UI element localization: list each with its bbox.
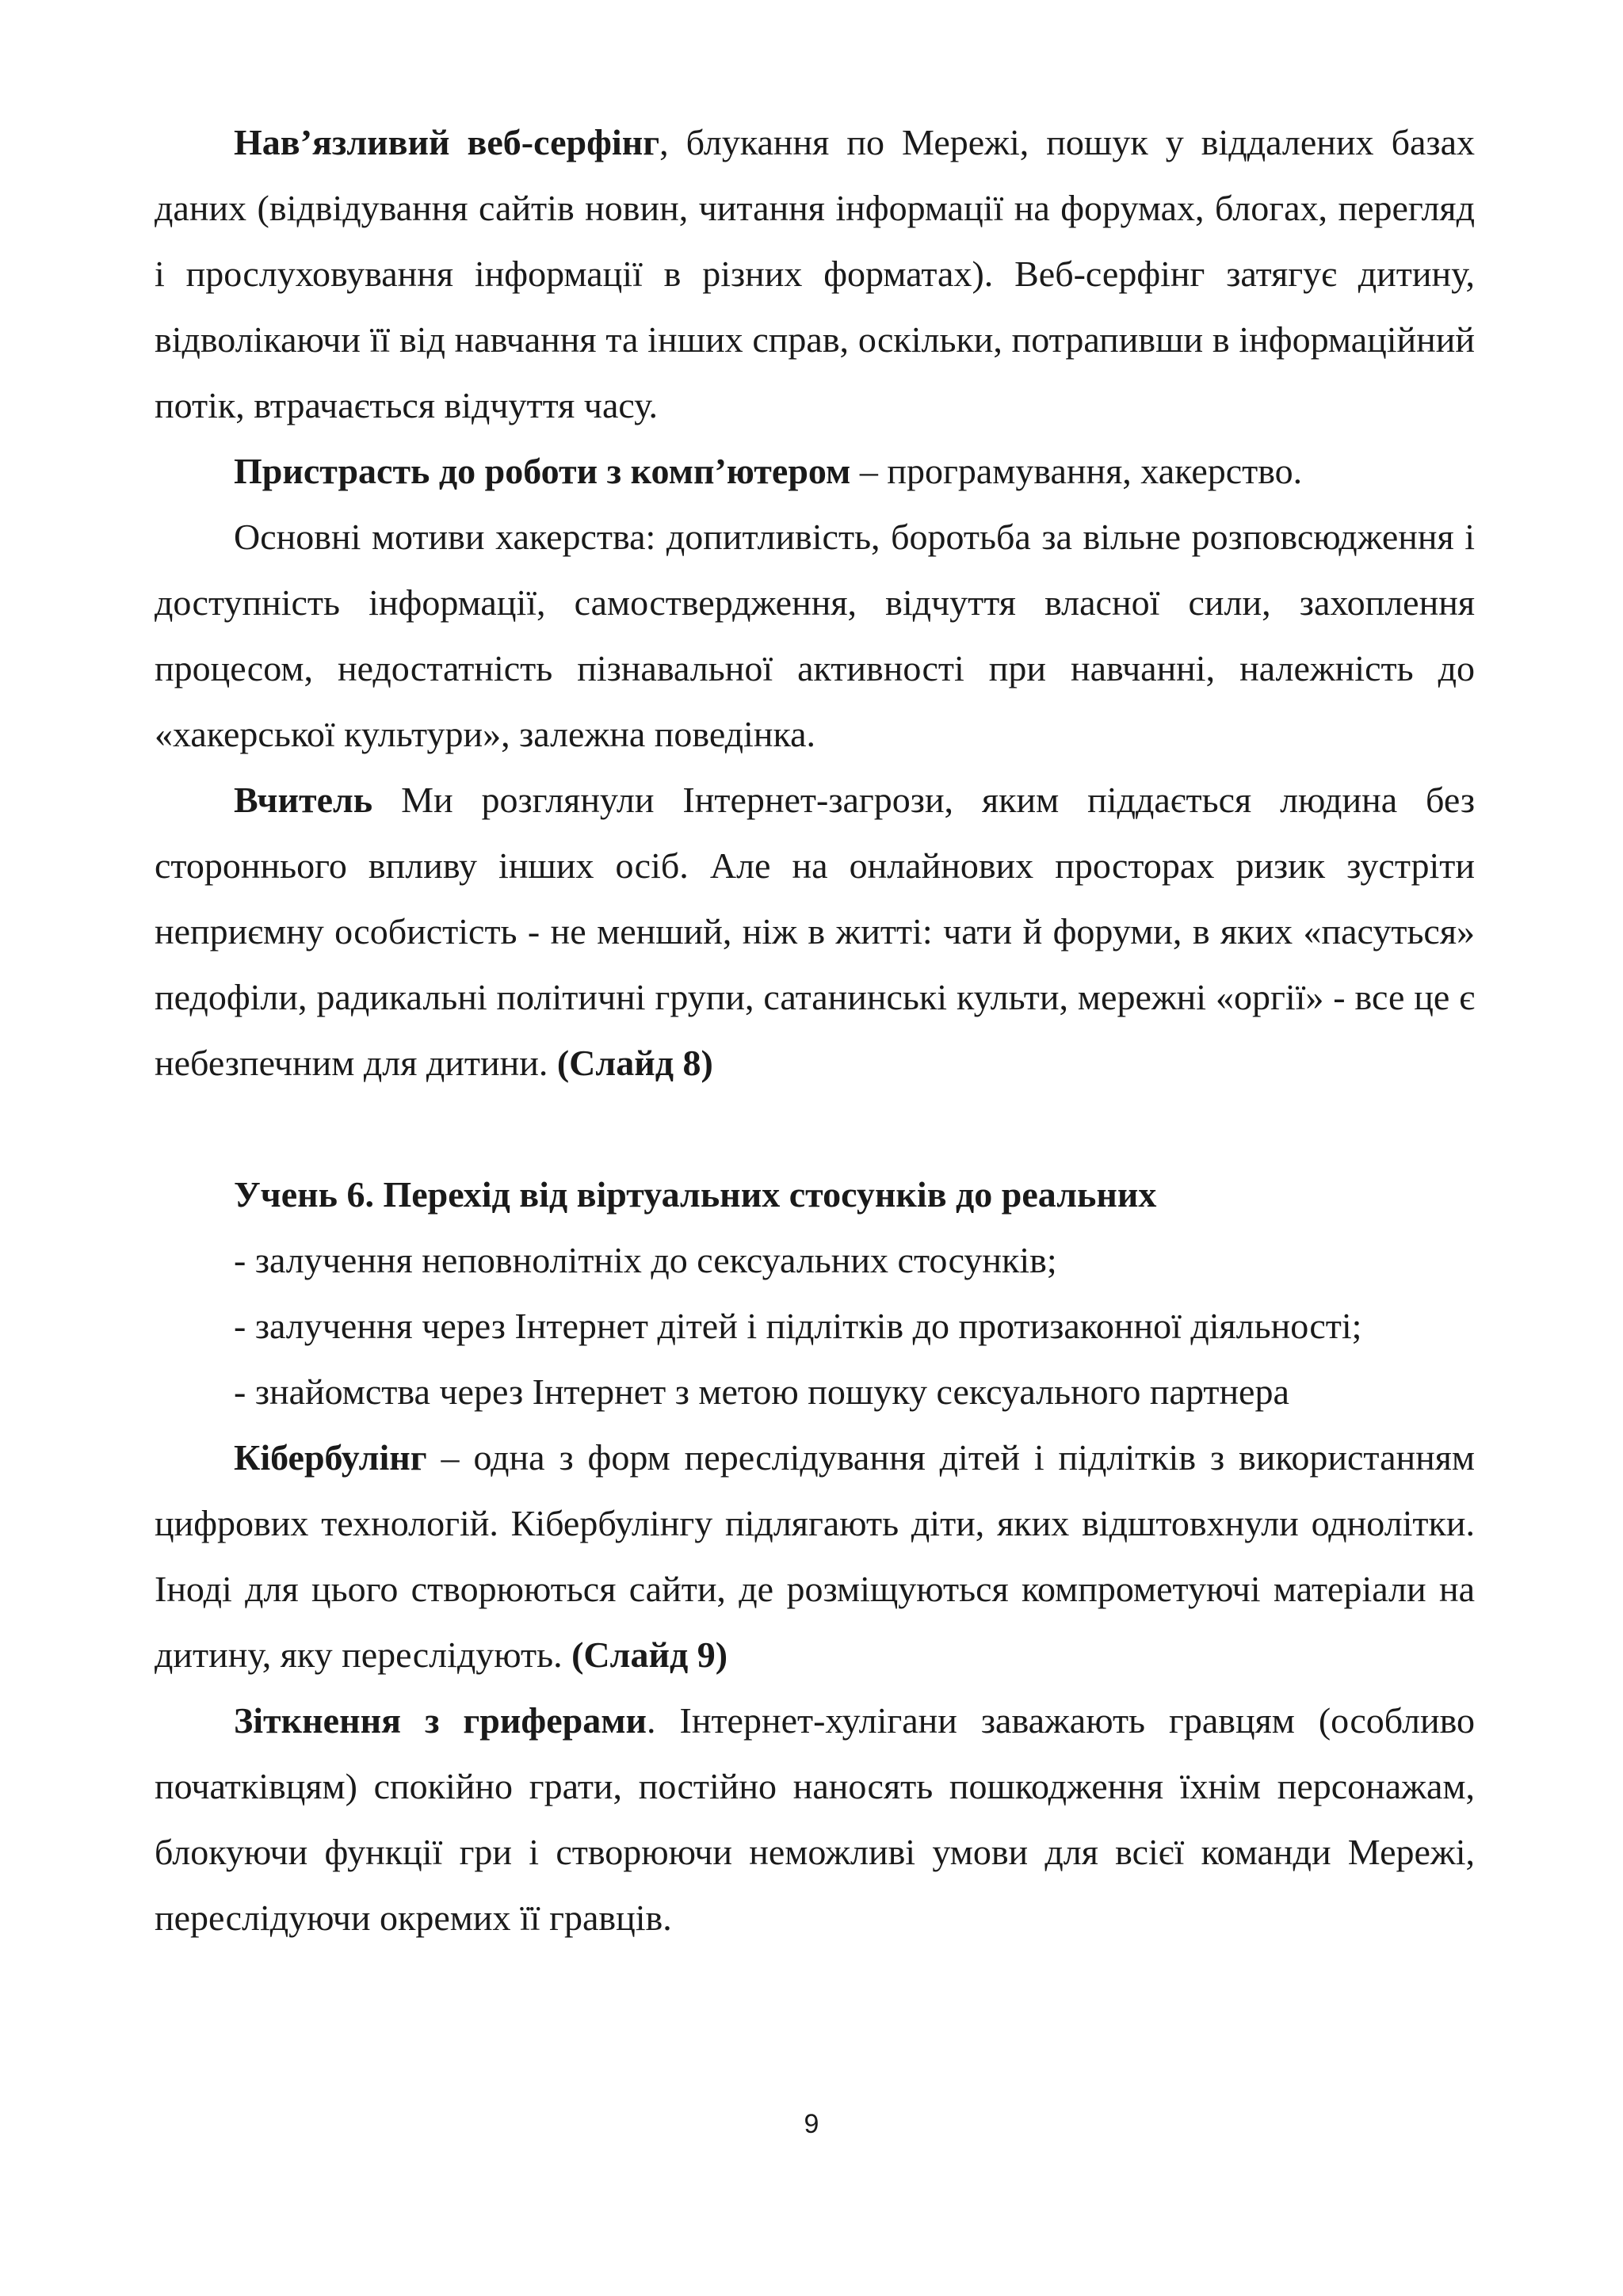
document-body xyxy=(155,109,1475,1951)
paragraph-text: . Інтернет-хулігани заважають гравцям (особливо початківцям) спокійно грати, постійно наносять пошкодження їхнім персонажам, блокуючи функції гри і створюючи неможливі умови для всієї команди Мережі, переслідуючи окремих її гравців. xyxy=(155,1700,1475,1938)
term-teacher: Вчитель xyxy=(234,780,373,820)
paragraph-text: Основні мотиви хакерства: допитливість, боротьба за вільне розповсюдження і доступність інформації, самоствердження, відчуття власної сили, захоплення процесом, недостатність пізнавальної активності при навчанні, належність до «хакерської культури», залежна поведінка. xyxy=(155,517,1475,754)
paragraph-computer-passion xyxy=(155,438,1475,504)
paragraph-hacking-motives xyxy=(155,504,1475,767)
paragraph-text: – програмування, хакерство. xyxy=(850,451,1303,491)
paragraph-web-surfing xyxy=(155,109,1475,438)
paragraph-cyberbullying xyxy=(155,1425,1475,1688)
term-griefers: Зіткнення з гриферами xyxy=(234,1700,647,1741)
slide-reference: (Слайд 9) xyxy=(571,1634,728,1675)
paragraph-griefers xyxy=(155,1688,1475,1951)
term-web-surfing: Нав’язливий веб-серфінг xyxy=(234,122,660,162)
term-cyberbullying: Кібербулінг xyxy=(234,1437,427,1478)
paragraph-text: , блукання по Мережі, пошук у віддалених базах даних (відвідування сайтів новин, читання інформації на форумах, блогах, перегляд і прослуховування інформації в різних форматах). Веб-серфінг затягує дитину, відволікаючи її від навчання та інших справ, оскільки, потрапивши в інформаційний потік, втрачається відчуття часу. xyxy=(155,122,1475,425)
paragraph-spacer xyxy=(155,1096,1475,1161)
slide-reference: (Слайд 8) xyxy=(556,1043,713,1083)
list-item: - залучення через Інтернет дітей і підлітків до протизаконної діяльності; xyxy=(234,1306,1362,1346)
list-item: - знайомства через Інтернет з метою пошуку сексуального партнера xyxy=(234,1371,1289,1412)
list-item: - залучення неповнолітніх до сексуальних стосунків; xyxy=(234,1240,1057,1280)
paragraph-text: – одна з форм переслідування дітей і підлітків з використанням цифрових технологій. Кібербулінгу підлягають діти, яких відштовхнули однолітки. Іноді для цього створюються сайти, де розміщуються компрометуючі матеріали на дитину, яку переслідують. xyxy=(155,1437,1475,1675)
paragraph-teacher xyxy=(155,767,1475,1096)
paragraph-text: Ми розглянули Інтернет-загрози, яким піддається людина без стороннього впливу інших осіб. Але на онлайнових просторах ризик зустріти неприємну особистість - не менший, ніж в житті: чати й форуми, в яких «пасуться» педофіли, радикальні політичні групи, сатанинські культи, мережні «оргії» - все це є небезпечним для дитини. xyxy=(155,780,1475,1083)
term-computer-passion: Пристрасть до роботи з комп’ютером xyxy=(234,451,851,491)
section-heading: Учень 6. Перехід від віртуальних стосунків до реальних xyxy=(234,1174,1157,1215)
page-number: 9 xyxy=(804,2109,819,2139)
